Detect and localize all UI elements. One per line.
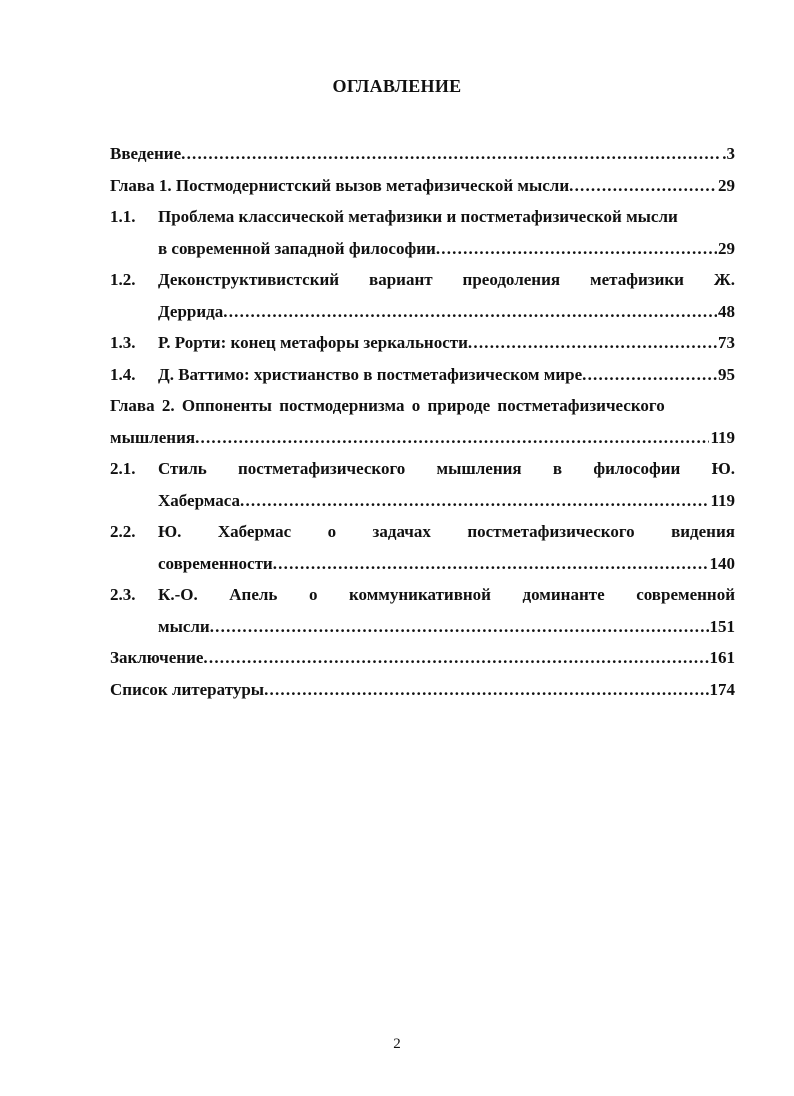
toc-entry-chapter-2-cont[interactable]: мышления ..... 119 (110, 422, 735, 454)
toc-entry-2-1[interactable]: 2.1. Стиль постметафизического мышления в философии Ю. (110, 459, 735, 478)
toc-entry-1-2[interactable]: 1.2. Деконструктивистский вариант преодоления метафизики Ж. (110, 270, 735, 289)
toc-entry-chapter-2[interactable]: Глава 2. Оппоненты постмодернизма о природе постметафизического (110, 396, 665, 415)
toc-entry-1-1-cont[interactable]: в современной западной философии ..... 29 (110, 233, 735, 265)
leader-dots (436, 233, 717, 265)
toc-entry-1-1[interactable]: 1.1. Проблема классической метафизики и постметафизической мысли (110, 207, 678, 226)
leader-dots (264, 674, 704, 706)
toc-entry-intro[interactable]: Введение ..... .3 (110, 138, 735, 170)
toc-entry-2-1-cont[interactable]: Хабермаса ..... 119 (110, 485, 735, 517)
page-number: 2 (393, 1036, 401, 1052)
toc-entry-2-2[interactable]: 2.2. Ю. Хабермас о задачах постметафизического видения (110, 522, 735, 541)
toc-entry-1-4[interactable]: 1.4. Д. Ваттимо: христианство в постметафизическом мире ..... 95 (110, 359, 735, 391)
toc-entry-2-3[interactable]: 2.3. К.-О. Апель о коммуникативной доминанте современной (110, 585, 735, 604)
leader-dots (468, 327, 717, 359)
toc-entry-conclusion[interactable]: Заключение ..... 161 (110, 642, 735, 674)
leader-dots (210, 611, 709, 643)
table-of-contents (110, 138, 735, 705)
toc-entry-2-2-cont[interactable]: современности ..... 140 (110, 548, 735, 580)
leader-dots (569, 170, 717, 202)
toc-entry-chapter-1[interactable]: Глава 1. Постмодернистский вызов метафизической мысли ..... 29 (110, 170, 735, 202)
leader-dots (223, 296, 717, 328)
leader-dots (195, 422, 709, 454)
leader-dots (181, 138, 721, 170)
toc-entry-1-3[interactable]: 1.3. Р. Рорти: конец метафоры зеркальности ..... 73 (110, 327, 735, 359)
toc-entry-bibliography[interactable]: Список литературы ..... .174 (110, 674, 735, 706)
leader-dots (582, 359, 717, 391)
toc-entry-2-3-cont[interactable]: мысли ..... 151 (110, 611, 735, 643)
leader-dots (273, 548, 709, 580)
toc-entry-1-2-cont[interactable]: Деррида ..... 48 (110, 296, 735, 328)
leader-dots (240, 485, 709, 517)
toc-title: ОГЛАВЛЕНИЕ (332, 76, 462, 96)
leader-dots (203, 642, 708, 674)
